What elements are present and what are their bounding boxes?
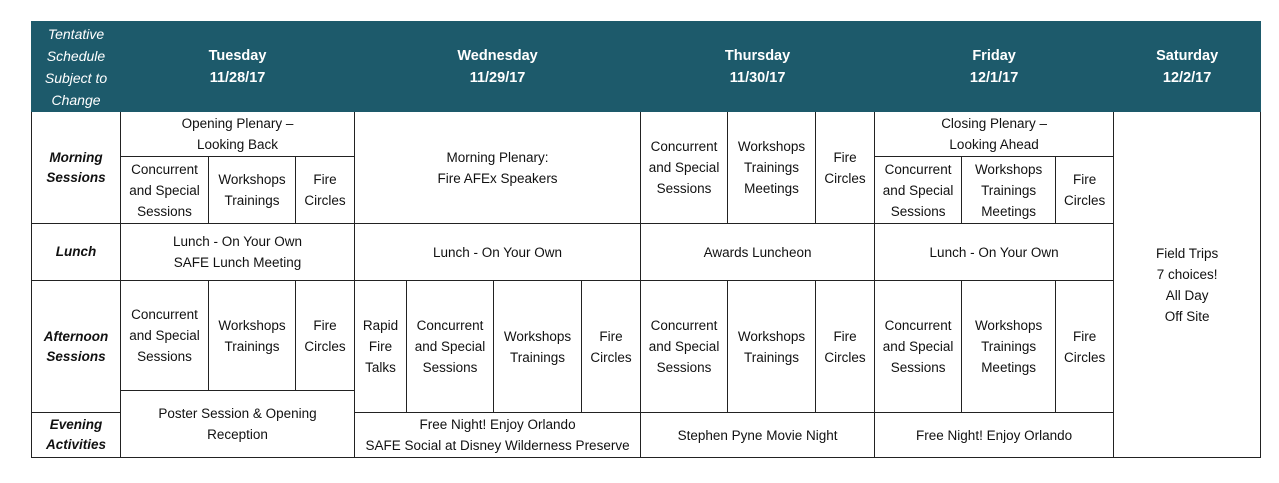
lunch-row xyxy=(32,224,1261,281)
tue-am-fire-circles: Fire Circles xyxy=(296,157,355,224)
fri-am-fire-circles: Fire Circles xyxy=(1056,157,1114,224)
schedule-note: Tentative Schedule Subject to Change xyxy=(32,22,121,112)
thu-evening: Stephen Pyne Movie Night xyxy=(641,413,875,458)
row-label-morning: Morning Sessions xyxy=(32,112,121,224)
day-header-friday: Friday 12/1/17 xyxy=(875,22,1114,112)
day-header-wednesday: Wednesday 11/29/17 xyxy=(355,22,641,112)
fri-am-concurrent: Concurrent and Special Sessions xyxy=(875,157,962,224)
tue-am-concurrent: Concurrent and Special Sessions xyxy=(121,157,209,224)
wed-evening: Free Night! Enjoy Orlando SAFE Social at Disney Wilderness Preserve xyxy=(355,413,641,458)
wed-morning-plenary: Morning Plenary: Fire AFEx Speakers xyxy=(355,112,641,224)
day-header-thursday: Thursday 11/30/17 xyxy=(641,22,875,112)
day-header-tuesday: Tuesday 11/28/17 xyxy=(121,22,355,112)
wed-pm-workshops: Workshops Trainings xyxy=(494,281,582,413)
fri-pm-concurrent: Concurrent and Special Sessions xyxy=(875,281,962,413)
thu-am-fire-circles: Fire Circles xyxy=(816,112,875,224)
wed-pm-fire-circles: Fire Circles xyxy=(582,281,641,413)
fri-lunch: Lunch - On Your Own xyxy=(875,224,1114,281)
fri-am-workshops: Workshops Trainings Meetings xyxy=(962,157,1056,224)
tue-opening-plenary: Opening Plenary – Looking Back xyxy=(121,112,355,157)
row-label-lunch: Lunch xyxy=(32,224,121,281)
tue-pm-concurrent: Concurrent and Special Sessions xyxy=(121,281,209,391)
schedule-table xyxy=(31,21,1261,458)
sat-field-trips: Field Trips 7 choices! All Day Off Site xyxy=(1114,112,1261,458)
tue-pm-workshops: Workshops Trainings xyxy=(209,281,296,391)
tue-am-workshops: Workshops Trainings xyxy=(209,157,296,224)
thu-lunch: Awards Luncheon xyxy=(641,224,875,281)
fri-pm-fire-circles: Fire Circles xyxy=(1056,281,1114,413)
wed-pm-rapid-fire-talks: Rapid Fire Talks xyxy=(355,281,407,413)
thu-pm-fire-circles: Fire Circles xyxy=(816,281,875,413)
thu-am-concurrent: Concurrent and Special Sessions xyxy=(641,112,728,224)
day-header-saturday: Saturday 12/2/17 xyxy=(1114,22,1261,112)
header-row xyxy=(32,22,1261,112)
tue-pm-fire-circles: Fire Circles xyxy=(296,281,355,391)
thu-am-workshops: Workshops Trainings Meetings xyxy=(728,112,816,224)
thu-pm-concurrent: Concurrent and Special Sessions xyxy=(641,281,728,413)
morning-row-a xyxy=(32,112,1261,157)
thu-pm-workshops: Workshops Trainings xyxy=(728,281,816,413)
row-label-afternoon: Afternoon Sessions xyxy=(32,281,121,413)
tue-lunch: Lunch - On Your Own SAFE Lunch Meeting xyxy=(121,224,355,281)
afternoon-row xyxy=(32,281,1261,391)
wed-pm-concurrent: Concurrent and Special Sessions xyxy=(407,281,494,413)
row-label-evening: Evening Activities xyxy=(32,413,121,458)
fri-pm-workshops: Workshops Trainings Meetings xyxy=(962,281,1056,413)
fri-evening: Free Night! Enjoy Orlando xyxy=(875,413,1114,458)
wed-lunch: Lunch - On Your Own xyxy=(355,224,641,281)
tue-evening: Poster Session & Opening Reception xyxy=(121,391,355,458)
fri-closing-plenary: Closing Plenary – Looking Ahead xyxy=(875,112,1114,157)
